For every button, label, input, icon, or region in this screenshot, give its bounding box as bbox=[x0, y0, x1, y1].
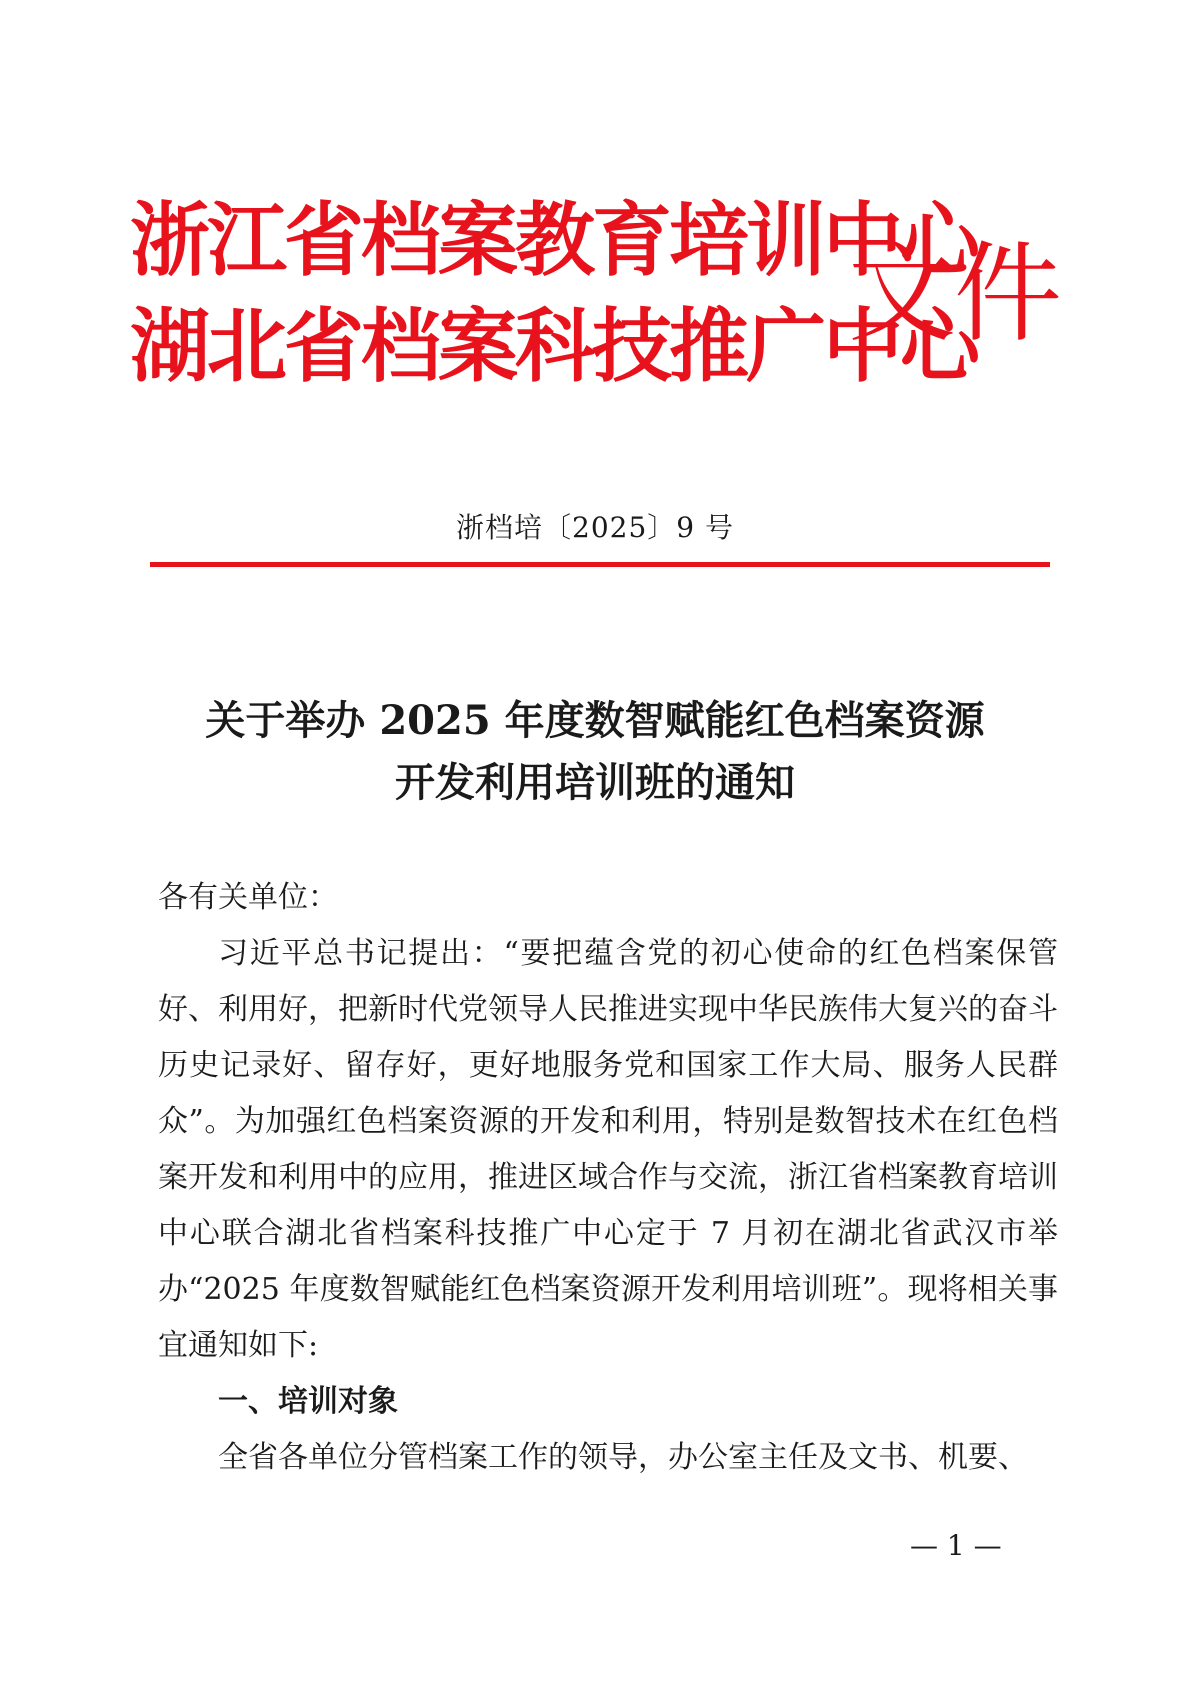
body-paragraph: 习近平总书记提出：“要把蕴含党的初心使命的红色档案保管好、利用好，把新时代党领导人民推进实现中华民族伟大复兴的奋斗历史记录好、留存好，更好地服务党和国家工作大局、服务人民群众”。为加强红色档案资源的开发和利用，特别是数智技术在红色档案开发和利用中的应用，推进区域合作与交流，浙江省档案教育培训中心联合湖北省档案科技推广中心定于 7 月初在湖北省武汉市举办“2025 年度数智赋能红色档案资源开发利用培训班”。现将相关事宜通知如下: bbox=[158, 936, 1058, 1363]
section-heading: 一、培训对象 bbox=[218, 1384, 398, 1419]
title-line-1: 关于举办 2025 年度数智赋能红色档案资源 bbox=[205, 697, 985, 744]
document-type-label: 文件 bbox=[848, 232, 1061, 357]
issuer-name-1: 浙江省档案教育培训中心 bbox=[130, 194, 977, 287]
issuer-name-2: 湖北省档案科技推广中心 bbox=[130, 300, 977, 393]
document-number: 浙档培〔2025〕9 号 bbox=[456, 511, 734, 544]
document-header bbox=[130, 195, 1070, 405]
salutation: 各有关单位： bbox=[158, 880, 338, 915]
notice-title bbox=[0, 690, 1190, 814]
section-paragraph: 全省各单位分管档案工作的领导，办公室主任及文书、机要、 bbox=[218, 1440, 1028, 1475]
title-line-2: 开发利用培训班的通知 bbox=[395, 759, 795, 806]
notice-body bbox=[158, 870, 1058, 1486]
red-divider bbox=[150, 562, 1050, 567]
page-number: — 1 — bbox=[910, 1529, 1002, 1562]
